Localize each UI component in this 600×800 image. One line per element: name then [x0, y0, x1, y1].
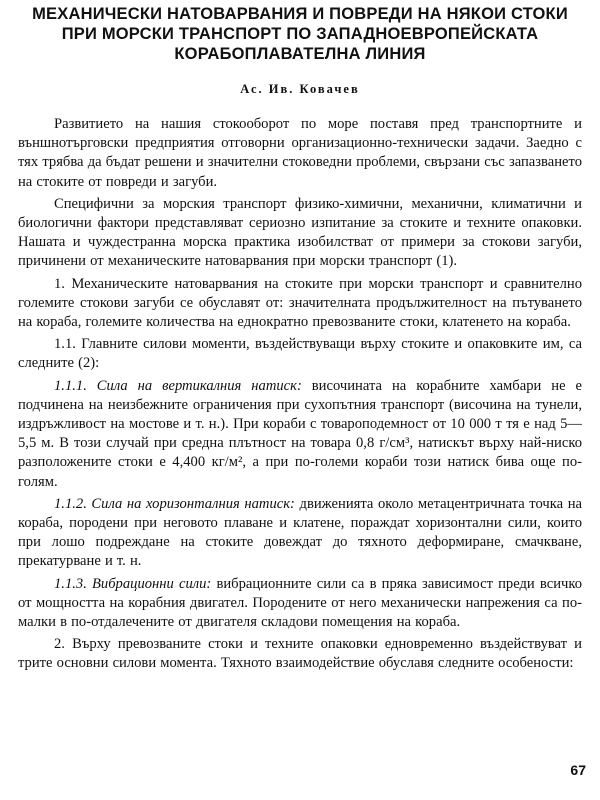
subsection-heading: 1.1.3. Вибрационни сили:: [54, 575, 212, 592]
paragraph: 1.1.1. Сила на вертикалния натиск: височината на корабните хамбари не е подчинена на неизбежните ограничения при сухопътния транспорт (височина на тунели, издръжливост на мостове и т. н.). При кораби с товароподемност от 10 000 т тя е над 5—5,5 м. В този случай при средна плътност на товара 0,8 г/см³, натискът върху най-ниско разположените стоки е 4,400 кг/м², а при по-големи кораби този натиск бива още по-голям.: [18, 377, 582, 490]
paragraph: 1. Механическите натоварвания на стоките при морски транспорт и сравнително големите стокови загуби се обуславят от: значителната продължителност на пътуването на кораба, големите количества на еднократно превозваните стоки, клатенето на кораба.: [18, 275, 582, 331]
paragraph: 1.1.2. Сила на хоризонталния натиск: движенията около метацентричната точка на кораба, породени при неговото плаване и клатене, пораждат хоризонтални сили, които при лошо подреждане на стоките довеждат до тяхното деформиране, смачкване, прекатурване и т. н.: [18, 495, 582, 570]
subsection-heading: 1.1.2. Сила на хоризонталния натиск:: [54, 495, 295, 512]
title-line-2: ПРИ МОРСКИ ТРАНСПОРТ ПО ЗАПАДНОЕВРОПЕЙСКАТА: [61, 25, 539, 43]
page-number: 67: [570, 762, 586, 778]
paragraph: Специфични за морския транспорт физико-химични, механични, климатични и биологични фактори представляват сериозно изпитание за стоките и техните опаковки. Нашата и чуждестранна морска практика изобилстват от примери за стокови загуби, причинени от механическите натоварвания при морски транспорт (1).: [18, 195, 582, 270]
paragraph: 1.1.3. Вибрационни сили: вибрационните сили са в пряка зависимост преди всичко от мощността на корабния двигател. Породените от него механически напрежения са по-малки в по-отдалечените от двигателя складови помещения на кораба.: [18, 575, 582, 631]
title-line-3: КОРАБОПЛАВАТЕЛНА ЛИНИЯ: [174, 45, 426, 63]
article-title: [18, 4, 582, 64]
title-line-1: МЕХАНИЧЕСКИ НАТОВАРВАНИЯ И ПОВРЕДИ НА НЯКОИ СТОКИ: [32, 5, 568, 23]
paragraph: 1.1. Главните силови моменти, въздействуващи върху стоките и опаковките им, са следните (2):: [18, 336, 582, 372]
author-name: Ас. Ив. Ковачев: [240, 82, 360, 96]
paragraph: Развитието на нашия стокооборот по море поставя пред транспортните и външнотърговски предприятия отговорни организационно-технически задачи. Заедно с тях трябва да бъдат решени и значителни стоковедни проблеми, свързани със запазването на стоките от повреди и загуби.: [18, 116, 582, 190]
subsection-heading: 1.1.1. Сила на вертикалния натиск:: [54, 377, 302, 394]
paragraph: 2. Върху превозваните стоки и техните опаковки едновременно въздействуват и трите основни силови момента. Тяхното взаимодействие обуславя следните особености:: [18, 636, 582, 672]
